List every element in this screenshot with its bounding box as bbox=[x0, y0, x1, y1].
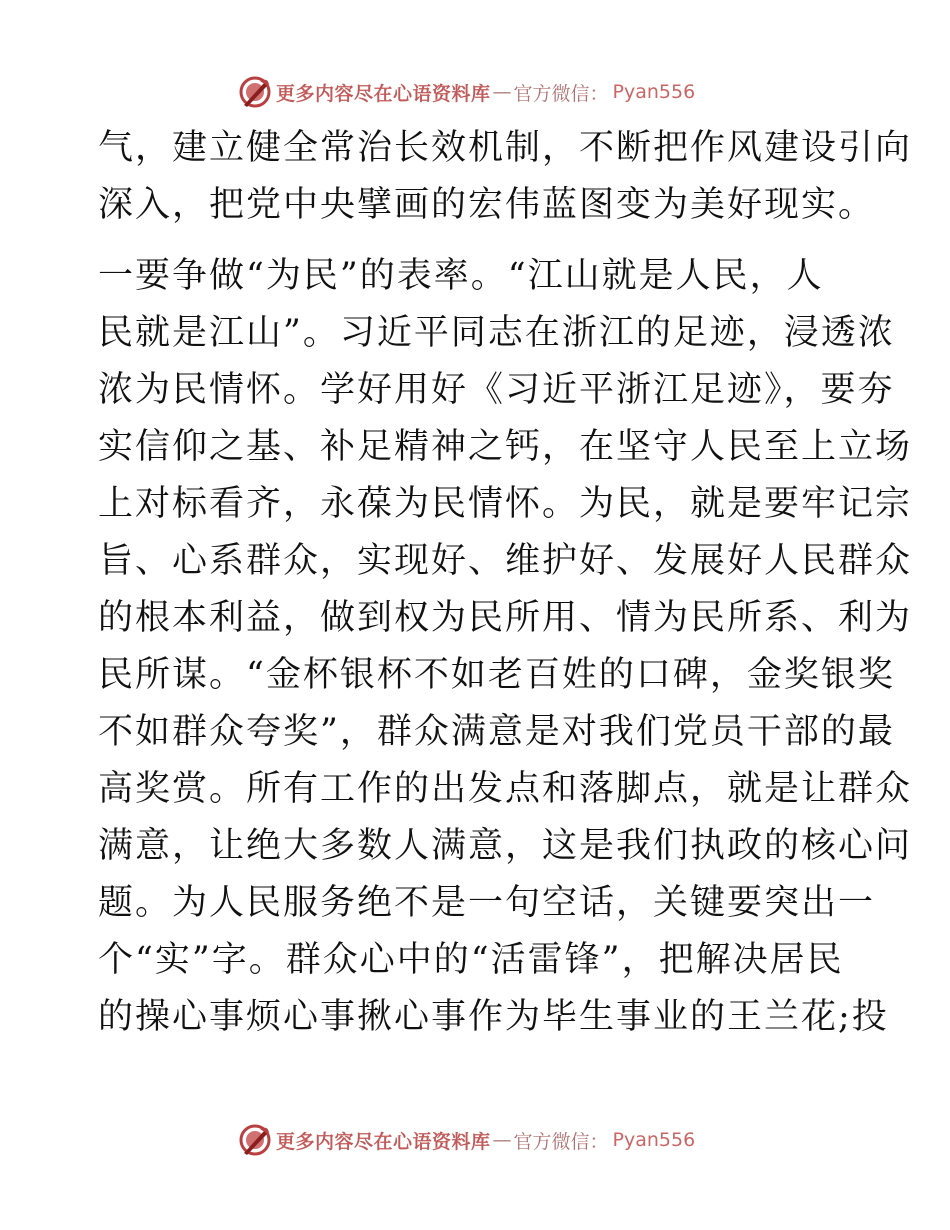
watermark-wechat-id: Pyan556 bbox=[612, 1129, 696, 1151]
text-line: 题。为人民服务绝不是一句空话，关键要突出一 bbox=[98, 883, 876, 923]
text-line: 浓为民情怀。学好用好《习近平浙江足迹》，要夯 bbox=[98, 370, 895, 410]
text-line: 气，建立健全常治长效机制，不断把作风建设引向 bbox=[98, 128, 913, 168]
quill-seal-icon bbox=[238, 75, 272, 109]
text-line: 个“实”字。群众心中的“活雷锋”，把解决居民 bbox=[98, 940, 844, 980]
text-line: 实信仰之基、补足精神之钙，在坚守人民至上立场 bbox=[98, 427, 913, 467]
text-line: 民所谋。“金杯银杯不如老百姓的口碑，金奖银奖 bbox=[98, 655, 895, 695]
watermark-main-text: 更多内容尽在心语资料库 bbox=[276, 1130, 491, 1153]
text-line: 高奖赏。所有工作的出发点和落脚点，就是让群众 bbox=[98, 769, 913, 809]
watermark-wechat-id: Pyan556 bbox=[612, 81, 696, 103]
document-body bbox=[98, 120, 913, 1046]
paragraph-2 bbox=[98, 248, 913, 1046]
watermark-separator: — bbox=[492, 81, 512, 103]
text-line: 民就是江山”。习近平同志在浙江的足迹，浸透浓 bbox=[98, 313, 895, 353]
paragraph-1 bbox=[98, 120, 913, 234]
text-line: 一要争做“为民”的表率。“江山就是人民，人 bbox=[98, 256, 824, 296]
quill-seal-icon bbox=[238, 1123, 272, 1157]
watermark-main-text: 更多内容尽在心语资料库 bbox=[276, 82, 491, 105]
text-line: 上对标看齐，永葆为民情怀。为民，就是要牢记宗 bbox=[98, 484, 913, 524]
text-line: 深入，把党中央擘画的宏伟蓝图变为美好现实。 bbox=[98, 185, 876, 225]
text-line: 满意，让绝大多数人满意，这是我们执政的核心问 bbox=[98, 826, 913, 866]
text-line: 不如群众夸奖”，群众满意是对我们党员干部的最 bbox=[98, 712, 895, 752]
watermark-separator: — bbox=[492, 1129, 512, 1151]
text-line: 旨、心系群众，实现好、维护好、发展好人民群众 bbox=[98, 541, 913, 581]
footer-watermark bbox=[238, 1120, 695, 1160]
text-line: 的根本利益，做到权为民所用、情为民所系、利为 bbox=[98, 598, 913, 638]
header-watermark bbox=[238, 72, 695, 112]
watermark-wechat-label: 官方微信： bbox=[513, 1130, 609, 1153]
text-line: 的操心事烦心事揪心事作为毕生事业的王兰花;投 bbox=[98, 997, 889, 1037]
watermark-wechat-label: 官方微信： bbox=[513, 82, 609, 105]
